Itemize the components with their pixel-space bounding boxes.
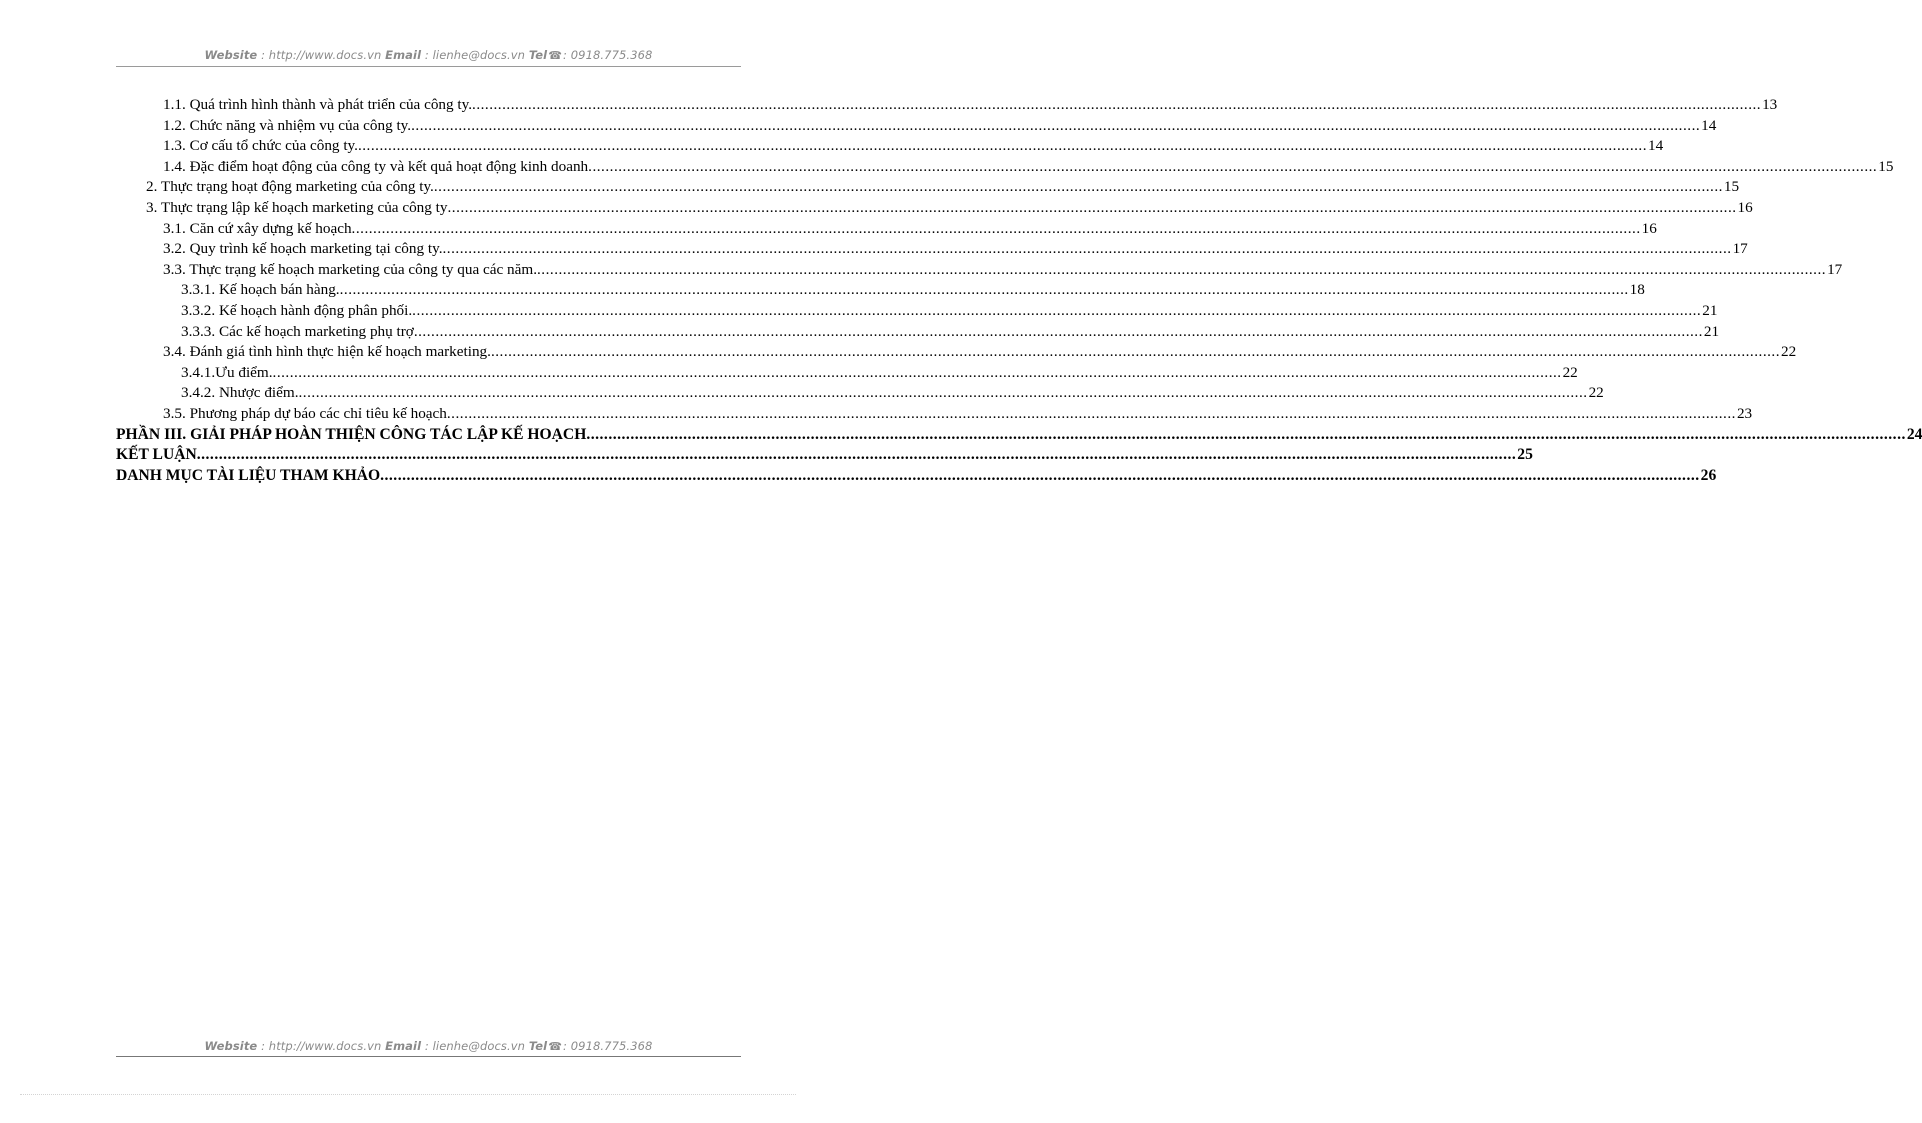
toc-entry-page: 26 [1700, 466, 1717, 484]
toc-leader-dots: ............................................................................................................................................................................................................................................................................................................ [586, 425, 1906, 443]
toc-entry-page: 22 [1562, 363, 1578, 381]
toc-entry [0, 342, 1797, 363]
toc-entry [0, 322, 1720, 343]
toc-leader-dots: ............................................................................................................................................................................................................................................................................................................ [357, 137, 1648, 155]
toc-leader-dots: ............................................................................................................................................................................................................................................................................................................ [472, 96, 1762, 113]
toc-entry-page: 24 [1906, 425, 1922, 443]
toc-leader-dots: ............................................................................................................................................................................................................................................................................................................ [413, 322, 1703, 340]
page-edge-dots [20, 1094, 796, 1095]
toc-entry-label: 1.4. Đặc điểm hoạt động của công ty và kết quả hoạt động kinh doanh [163, 157, 589, 175]
toc-entry [0, 445, 1533, 466]
header-rule [116, 66, 741, 67]
toc-entry [0, 239, 1748, 260]
toc-entry-page: 15 [1878, 157, 1894, 175]
toc-entry-label: 3.2. Quy trình kế hoạch marketing tại công ty. [163, 240, 443, 258]
toc-entry-label: 1.2. Chức năng và nhiệm vụ của công ty. [163, 116, 412, 134]
toc-entry [0, 198, 1753, 219]
footer-rule [116, 1056, 741, 1057]
toc-entry-page: 22 [1781, 343, 1797, 361]
toc-entry-page: 25 [1517, 446, 1533, 464]
toc-leader-dots: ............................................................................................................................................................................................................................................................................................................ [490, 343, 1780, 361]
toc-leader-dots: ............................................................................................................................................................................................................................................................................................................ [442, 240, 1732, 258]
toc-entry-label: 3.3.3. Các kế hoạch marketing phụ trợ [181, 322, 414, 340]
toc-entry-label: 3.5. Phương pháp dự báo các chỉ tiêu kế hoạch [163, 404, 447, 422]
toc-leader-dots: ............................................................................................................................................................................................................................................................................................................ [272, 363, 1562, 381]
toc-leader-dots: ............................................................................................................................................................................................................................................................................................................ [411, 116, 1701, 134]
page-footer [116, 1039, 741, 1053]
toc-entry [0, 136, 1664, 157]
toc-entry [0, 116, 1717, 137]
toc-entry-label: 3.3. Thực trạng kế hoạch marketing của công ty qua các năm. [163, 260, 537, 278]
toc-entry [0, 219, 1657, 240]
website-label: Website [204, 1039, 258, 1053]
toc-entry-page: 17 [1732, 240, 1748, 258]
toc-entry [0, 260, 1843, 281]
toc-entry [0, 95, 1778, 116]
toc-entry-page: 16 [1641, 219, 1657, 237]
toc-leader-dots: ............................................................................................................................................................................................................................................................................................................ [339, 281, 1629, 299]
tel-label: Tel [528, 48, 548, 62]
toc-entry [0, 363, 1578, 384]
toc-entry-page: 17 [1827, 260, 1843, 278]
toc-entry [0, 280, 1645, 301]
toc-leader-dots: ............................................................................................................................................................................................................................................................................................................ [433, 178, 1723, 196]
toc-leader-dots: ............................................................................................................................................................................................................................................................................................................ [298, 384, 1588, 402]
toc-entry-label: 3.3.1. Kế hoạch bán hàng. [181, 281, 340, 299]
toc-leader-dots: ............................................................................................................................................................................................................................................................................................................ [446, 404, 1736, 422]
toc-entry-page: 22 [1588, 384, 1604, 402]
table-of-contents [0, 95, 1922, 486]
phone-icon: ☎ [548, 49, 563, 62]
toc-entry-page: 14 [1701, 116, 1717, 134]
tel-label: Tel [528, 1039, 548, 1053]
email-label: Email [385, 48, 422, 62]
toc-entry [0, 425, 1922, 446]
email-label: Email [385, 1039, 422, 1053]
toc-entry-page: 21 [1702, 301, 1718, 319]
email-value: : lienhe@docs.vn [424, 1039, 526, 1053]
toc-entry-label: KẾT LUẬN [116, 446, 197, 464]
toc-entry-label: 1.1. Quá trình hình thành và phát triển của công ty. [163, 96, 473, 113]
toc-leader-dots: ............................................................................................................................................................................................................................................................................................................ [196, 446, 1517, 464]
toc-entry-label: 1.3. Cơ cấu tổ chức của công ty. [163, 137, 358, 155]
toc-entry-label: 2. Thực trạng hoạt động marketing của công ty. [146, 178, 434, 196]
toc-entry-label: DANH MỤC TÀI LIỆU THAM KHẢO [116, 466, 381, 484]
toc-entry [0, 177, 1740, 198]
phone-icon: ☎ [548, 1040, 563, 1053]
toc-entry-label: 3.3.2. Kế hoạch hành động phân phối. [181, 301, 413, 319]
toc-entry-label: 3.4.1.Ưu điểm. [181, 363, 273, 381]
toc-leader-dots: ............................................................................................................................................................................................................................................................................................................ [447, 198, 1737, 216]
toc-entry-label: 3.4.2. Nhược điểm. [181, 384, 299, 402]
page-header [116, 48, 741, 62]
toc-entry-page: 21 [1703, 322, 1720, 340]
toc-entry-page: 16 [1737, 198, 1753, 216]
toc-entry-label: 3. Thực trạng lập kế hoạch marketing của công ty [146, 198, 448, 216]
toc-entry-page: 15 [1723, 178, 1740, 196]
toc-leader-dots: ............................................................................................................................................................................................................................................................................................................ [380, 466, 1700, 484]
toc-entry [0, 383, 1604, 404]
email-value: : lienhe@docs.vn [424, 48, 526, 62]
toc-entry [0, 301, 1718, 322]
tel-value: : 0918.775.368 [563, 48, 653, 62]
toc-entry-label: 3.4. Đánh giá tình hình thực hiện kế hoạch marketing. [163, 343, 491, 361]
toc-entry-page: 23 [1736, 404, 1753, 422]
toc-leader-dots: ............................................................................................................................................................................................................................................................................................................ [351, 219, 1641, 237]
toc-entry [0, 404, 1753, 425]
toc-entry [0, 157, 1894, 178]
toc-leader-dots: ............................................................................................................................................................................................................................................................................................................ [537, 260, 1827, 278]
toc-entry-page: 13 [1762, 96, 1778, 113]
toc-entry-page: 14 [1648, 137, 1664, 155]
website-value: : http://www.docs.vn [261, 48, 382, 62]
toc-leader-dots: ............................................................................................................................................................................................................................................................................................................ [588, 157, 1878, 175]
tel-value: : 0918.775.368 [563, 1039, 653, 1053]
website-value: : http://www.docs.vn [261, 1039, 382, 1053]
toc-entry-page: 18 [1629, 281, 1645, 299]
toc-entry-label: PHẦN III. GIẢI PHÁP HOÀN THIỆN CÔNG TÁC LẬP KẾ HOẠCH [116, 425, 587, 443]
toc-entry [0, 466, 1717, 487]
website-label: Website [204, 48, 258, 62]
toc-entry-label: 3.1. Căn cứ xây dựng kế hoạch [163, 219, 352, 237]
toc-leader-dots: ............................................................................................................................................................................................................................................................................................................ [412, 301, 1702, 319]
